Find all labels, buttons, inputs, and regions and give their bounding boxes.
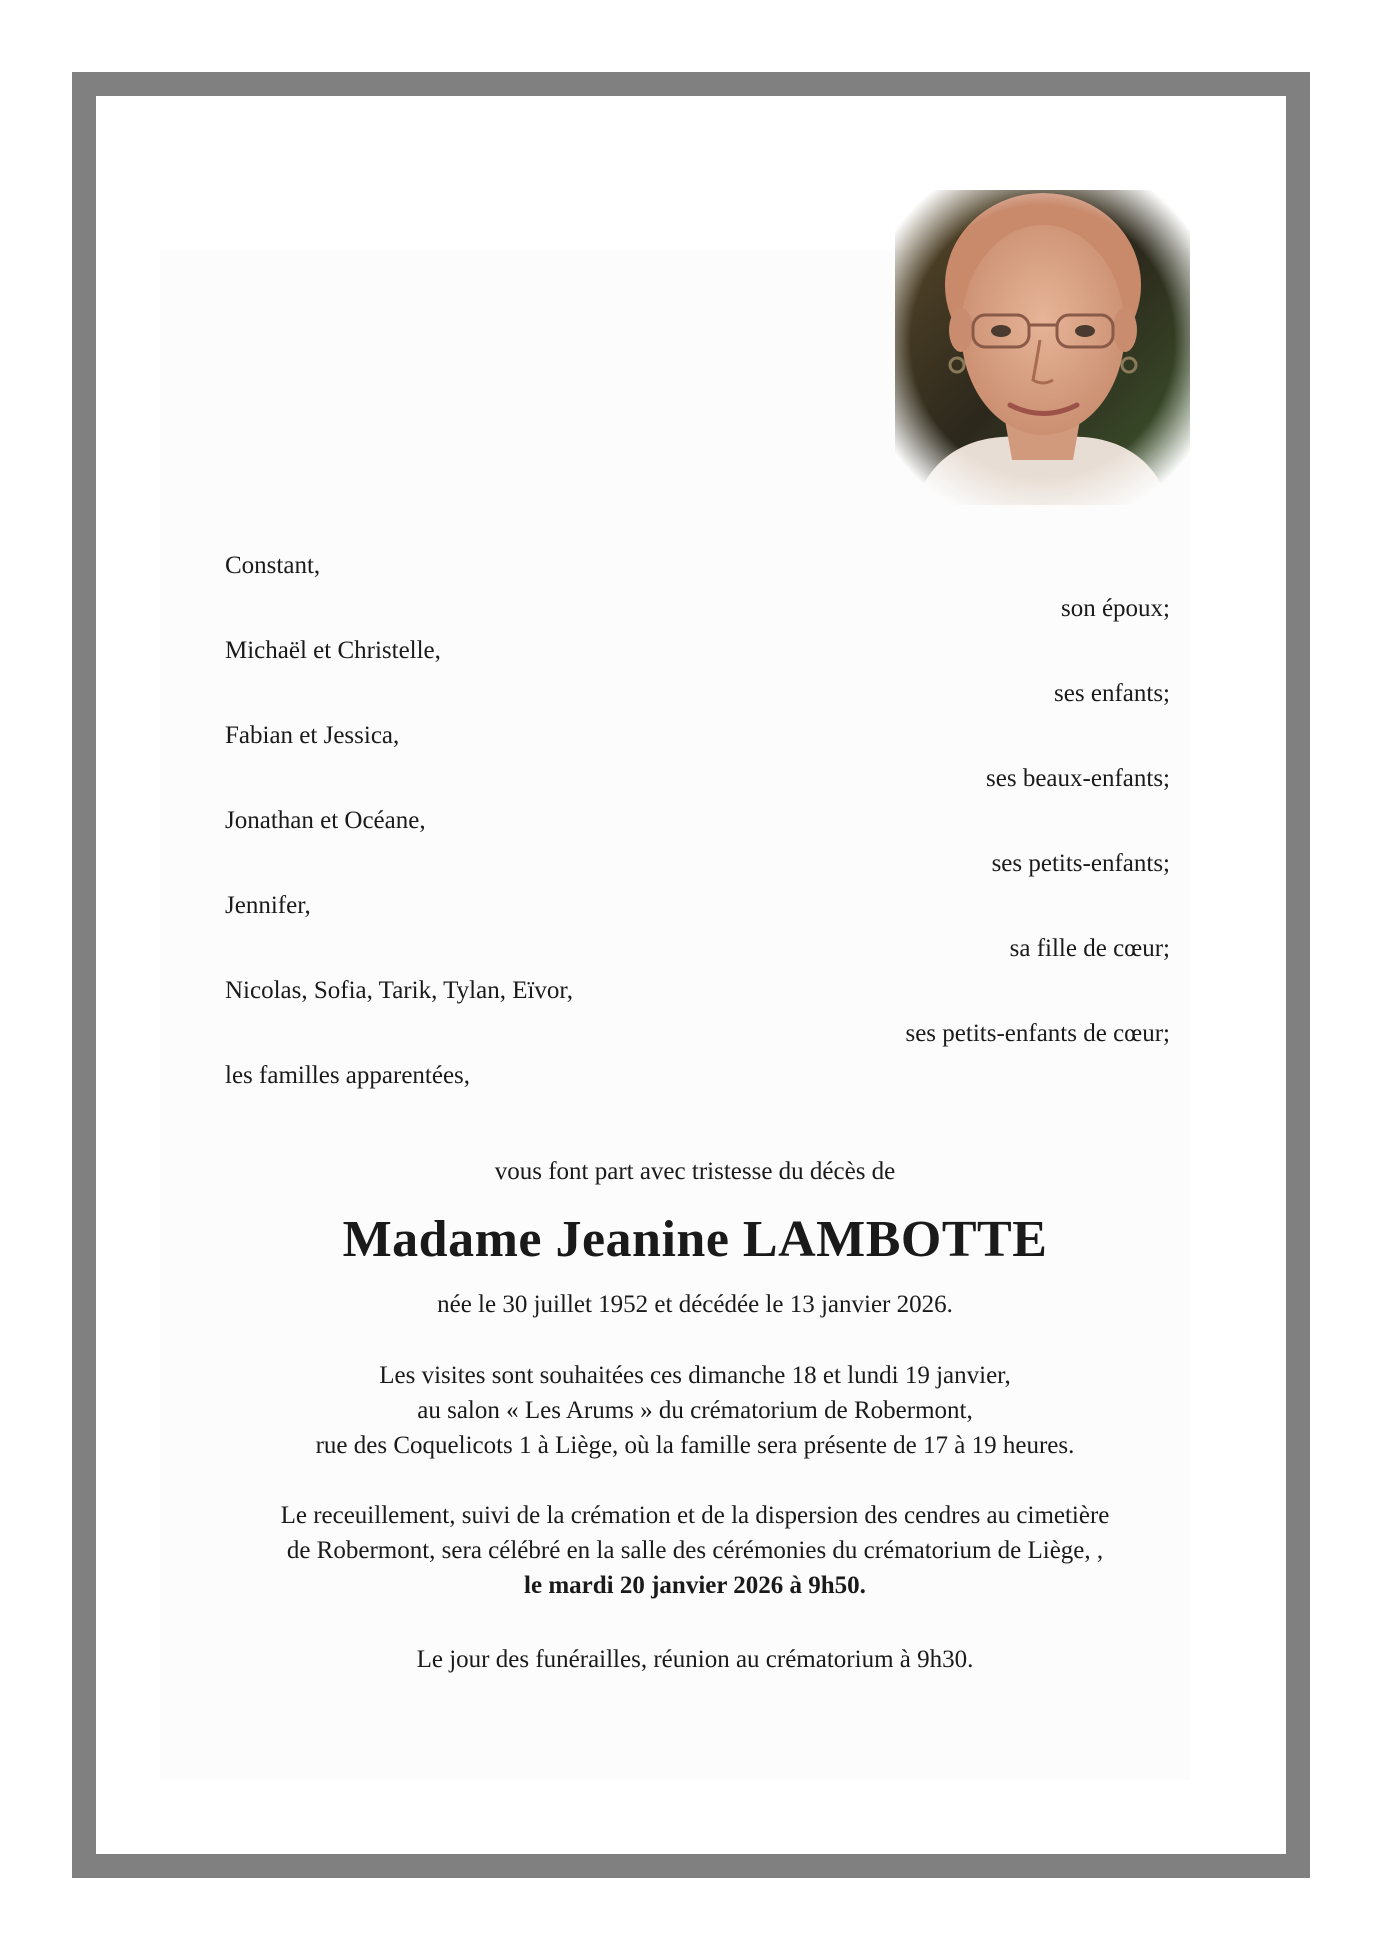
family-member-spouse: Constant, (225, 552, 321, 579)
family-member-heart-daughter: Jennifer, (225, 892, 311, 919)
visits-line: rue des Coquelicots 1 à Liège, où la famille sera présente de 17 à 19 heures. (315, 1432, 1075, 1459)
ceremony-line: de Robermont, sera célébré en la salle des cérémonies du crématorium de Liège, , (286, 1537, 1104, 1564)
visits-paragraph (180, 1358, 1210, 1463)
family-member-children-in-law: Fabian et Jessica, (225, 722, 400, 749)
deceased-name: Madame Jeanine LAMBOTTE (342, 1211, 1048, 1268)
family-member-children: Michaël et Christelle, (225, 637, 441, 664)
visits-line: au salon « Les Arums » du crématorium de Robermont, (417, 1397, 973, 1424)
portrait-photo-icon (895, 190, 1190, 505)
portrait-photo (895, 190, 1190, 505)
ceremony-date: le mardi 20 janvier 2026 à 9h50. (524, 1572, 866, 1599)
family-member-relatives: les familles apparentées, (225, 1062, 471, 1089)
announcement-intro: vous font part avec tristesse du décès de (494, 1158, 896, 1185)
visits-line: Les visites sont souhaitées ces dimanche 18 et lundi 19 janvier, (379, 1362, 1011, 1389)
family-relation-heart-grandchildren: ses petits-enfants de cœur; (905, 1019, 1170, 1047)
ceremony-paragraph (180, 1498, 1210, 1603)
family-relation-spouse: son époux; (1060, 594, 1170, 622)
family-relation-children-in-law: ses beaux-enfants; (986, 764, 1170, 792)
family-list (225, 545, 1170, 1098)
family-relation-children: ses enfants; (1054, 679, 1170, 707)
life-dates: née le 30 juillet 1952 et décédée le 13 janvier 2026. (437, 1291, 953, 1318)
ceremony-line: Le receuillement, suivi de la crémation et de la dispersion des cendres au cimetière (280, 1502, 1110, 1529)
family-relation-grandchildren: ses petits-enfants; (991, 849, 1170, 877)
family-member-heart-grandchildren: Nicolas, Sofia, Tarik, Tylan, Eïvor, (225, 977, 573, 1004)
family-member-grandchildren: Jonathan et Océane, (225, 807, 426, 834)
family-relation-heart-daughter: sa fille de cœur; (1009, 934, 1170, 962)
funeral-gathering: Le jour des funérailles, réunion au crématorium à 9h30. (416, 1646, 974, 1673)
